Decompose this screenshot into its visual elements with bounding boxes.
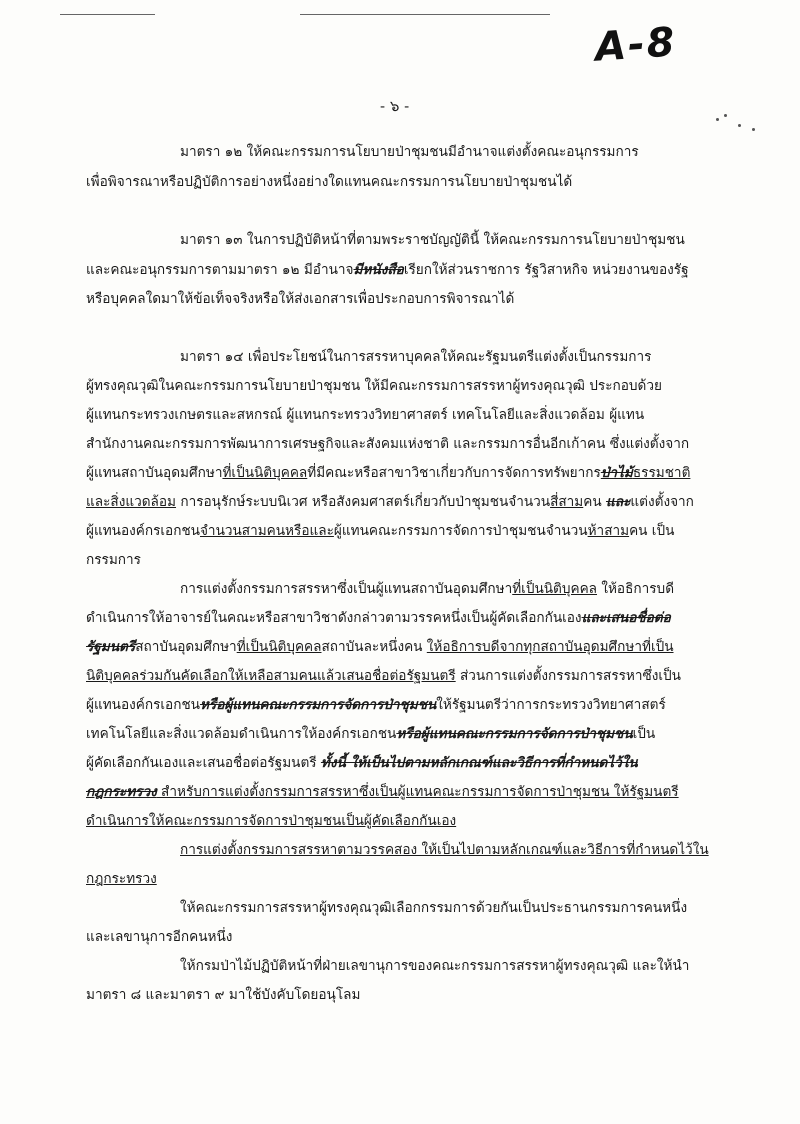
s12-line-2: เพื่อพิจารณาหรือปฏิบัติการอย่างหนึ่งอย่างใดแทนคณะกรรมการนโยบายป่าชุมชนได้ <box>86 174 573 190</box>
p2-l6-struck: หรือผู้แทนคณะกรรมการจัดการป่าชุมชน <box>396 726 633 742</box>
p2-line-6 <box>86 725 655 743</box>
top-rule-right <box>300 14 550 15</box>
s14-line-2: ผู้ทรงคุณวุฒิในคณะกรรมการนโยบายป่าชุมชน ให้มีคณะกรรมการสรรหาผู้ทรงคุณวุฒิ ประกอบด้วย <box>86 378 662 394</box>
s14-l5-inserted: ที่เป็นนิติบุคคล <box>222 465 308 481</box>
s14-l6-d: คน <box>583 494 606 510</box>
p2-l3-inserted-2: ให้อธิการบดีจากทุกสถาบันอุดมศึกษาที่เป็น <box>426 639 674 655</box>
s14-l7-inserted: จำนวนสามคนหรือและ <box>199 523 334 539</box>
s13-l2-c: เรียกให้ส่วนราชการ รัฐวิสาหกิจ หน่วยงานของรัฐ <box>403 262 689 278</box>
s14-line-7 <box>86 522 674 540</box>
s14-l6-number: สี่สาม <box>550 494 584 510</box>
p2-l6-c: เป็น <box>632 726 656 742</box>
p2-line-1 <box>180 580 674 598</box>
p2-l3-d: สถาบันละหนึ่งคน <box>321 639 427 655</box>
p2-l1-a: การแต่งตั้งกรรมการสรรหาซึ่งเป็นผู้แทนสถาบันอุดมศึกษา <box>180 581 513 597</box>
p2-l2-a: ดำเนินการให้อาจารย์ในคณะหรือสาขาวิชาดังกล่าวตามวรรคหนึ่งเป็นผู้คัดเลือกกันเอง <box>86 610 582 626</box>
s14-l5-struck: ป่าไม้ <box>600 465 633 481</box>
scan-speckle <box>716 118 719 121</box>
s14-l5-c: ที่มีคณะหรือสาขาวิชาเกี่ยวกับการจัดการทรัพยากร <box>307 465 601 481</box>
s13-l2-struck: มีหนังสือ <box>353 262 404 278</box>
s14-line-1: มาตรา ๑๔ เพื่อประโยชน์ในการสรรหาบุคคลให้คณะรัฐมนตรีแต่งตั้งเป็นกรรมการ <box>180 349 652 365</box>
s13-l2-a: และคณะอนุกรรมการตามมาตรา ๑๒ มีอำนาจ <box>86 262 354 278</box>
s14-l7-number: ห้าสาม <box>587 523 630 539</box>
p5-line-2: มาตรา ๘ และมาตรา ๙ มาใช้บังคับโดยอนุโลม <box>86 987 361 1003</box>
s14-l5-a: ผู้แทนสถาบันอุดมศึกษา <box>86 465 223 481</box>
p2-line-5 <box>86 696 666 714</box>
s12-line-1: มาตรา ๑๒ ให้คณะกรรมการนโยบายป่าชุมชนมีอำนาจแต่งตั้งคณะอนุกรรมการ <box>180 144 639 160</box>
p2-l7-a: ผู้คัดเลือกกันเองและเสนอชื่อต่อรัฐมนตรี <box>86 755 321 771</box>
s14-l5-inserted-2: ธรรมชาติ <box>632 465 691 481</box>
p2-l3-struck: รัฐมนตรี <box>86 639 136 655</box>
p4-line-1: ให้คณะกรรมการสรรหาผู้ทรงคุณวุฒิเลือกกรรมการด้วยกันเป็นประธานกรรมการคนหนึ่ง <box>180 900 688 916</box>
s14-l7-a: ผู้แทนองค์กรเอกชน <box>86 523 200 539</box>
p2-l6-a: เทคโนโลยีและสิ่งแวดล้อมดำเนินการให้องค์กรเอกชน <box>86 726 397 742</box>
s13-line-2 <box>86 261 689 279</box>
s14-l6-f: แต่งตั้งจาก <box>630 494 694 510</box>
p3-line-2: กฎกระทรวง <box>86 871 157 887</box>
p4-line-2: และเลขานุการอีกคนหนึ่ง <box>86 929 233 945</box>
p2-l4-inserted: นิติบุคคลร่วมกันคัดเลือกให้เหลือสามคนแล้วเสนอชื่อต่อรัฐมนตรี <box>86 668 456 684</box>
s14-line-4: สำนักงานคณะกรรมการพัฒนาการเศรษฐกิจและสังคมแห่งชาติ และกรรมการอื่นอีกเก้าคน ซึ่งแต่งตั้งจาก <box>86 436 690 452</box>
p2-l5-c: ให้รัฐมนตรีว่าการกระทรวงวิทยาศาสตร์ <box>436 697 666 713</box>
scan-speckle <box>724 114 727 117</box>
p5-line-1: ให้กรมป่าไม้ปฏิบัติหน้าที่ฝ่ายเลขานุการของคณะกรรมการสรรหาผู้ทรงคุณวุฒิ และให้นำ <box>180 958 690 974</box>
p2-l7-struck: ทั้งนี้ ให้เป็นไปตามหลักเกณฑ์และวิธีการที่กำหนดไว้ใน <box>320 755 638 771</box>
p2-line-4 <box>86 667 681 685</box>
scan-speckle <box>738 124 741 127</box>
p2-l5-a: ผู้แทนองค์กรเอกชน <box>86 697 200 713</box>
p2-line-7 <box>86 754 638 772</box>
p2-line-8 <box>86 783 679 801</box>
p2-line-9: ดำเนินการให้คณะกรรมการจัดการป่าชุมชนเป็นผู้คัดเลือกกันเอง <box>86 813 457 829</box>
p2-l1-inserted: ที่เป็นนิติบุคคล <box>512 581 598 597</box>
top-rule-left <box>60 14 155 15</box>
p2-l2-struck: และเสนอชื่อต่อ <box>581 610 671 626</box>
p2-l8-inserted: สำหรับการแต่งตั้งกรรมการสรรหาซึ่งเป็นผู้แทนคณะกรรมการจัดการป่าชุมชน ให้รัฐมนตรี <box>156 784 679 800</box>
p2-l5-struck: หรือผู้แทนคณะกรรมการจัดการป่าชุมชน <box>199 697 437 713</box>
s13-line-3: หรือบุคคลใดมาให้ข้อเท็จจริงหรือให้ส่งเอกสารเพื่อประกอบการพิจารณาได้ <box>86 291 515 307</box>
s14-l7-c: ผู้แทนคณะกรรมการจัดการป่าชุมชนจำนวน <box>333 523 588 539</box>
p2-line-3 <box>86 638 674 656</box>
handwritten-page-mark: A-8 <box>593 19 678 71</box>
s14-l6-inserted: และสิ่งแวดล้อม <box>86 494 177 510</box>
s13-line-1: มาตรา ๑๓ ในการปฏิบัติหน้าที่ตามพระราชบัญญัตินี้ ให้คณะกรรมการนโยบายป่าชุมชน <box>180 232 685 248</box>
s14-l6-struck: และ <box>605 494 631 510</box>
p2-l3-inserted: ที่เป็นนิติบุคคล <box>236 639 322 655</box>
s14-line-6 <box>86 493 694 511</box>
s14-line-5 <box>86 464 690 482</box>
s14-l6-b: การอนุรักษ์ระบบนิเวศ หรือสังคมศาสตร์เกี่ยวกับป่าชุมชนจำนวน <box>176 494 551 510</box>
p2-l1-c: ให้อธิการบดี <box>597 581 675 597</box>
s14-l7-e: คน เป็น <box>629 523 675 539</box>
p2-l3-b: สถาบันอุดมศึกษา <box>135 639 237 655</box>
s14-line-8: กรรมการ <box>86 552 141 568</box>
s14-line-3: ผู้แทนกระทรวงเกษตรและสหกรณ์ ผู้แทนกระทรวงวิทยาศาสตร์ เทคโนโลยีและสิ่งแวดล้อม ผู้แทน <box>86 407 645 423</box>
p3-line-1: การแต่งตั้งกรรมการสรรหาตามวรรคสอง ให้เป็นไปตามหลักเกณฑ์และวิธีการที่กำหนดไว้ใน <box>180 842 709 858</box>
p2-l4-b: ส่วนการแต่งตั้งกรรมการสรรหาซึ่งเป็น <box>455 668 681 684</box>
scan-speckle <box>752 128 755 131</box>
page-number: - ๖ - <box>380 97 410 115</box>
p2-l8-struck: กฎกระทรวง <box>86 784 157 800</box>
p2-line-2 <box>86 609 671 627</box>
